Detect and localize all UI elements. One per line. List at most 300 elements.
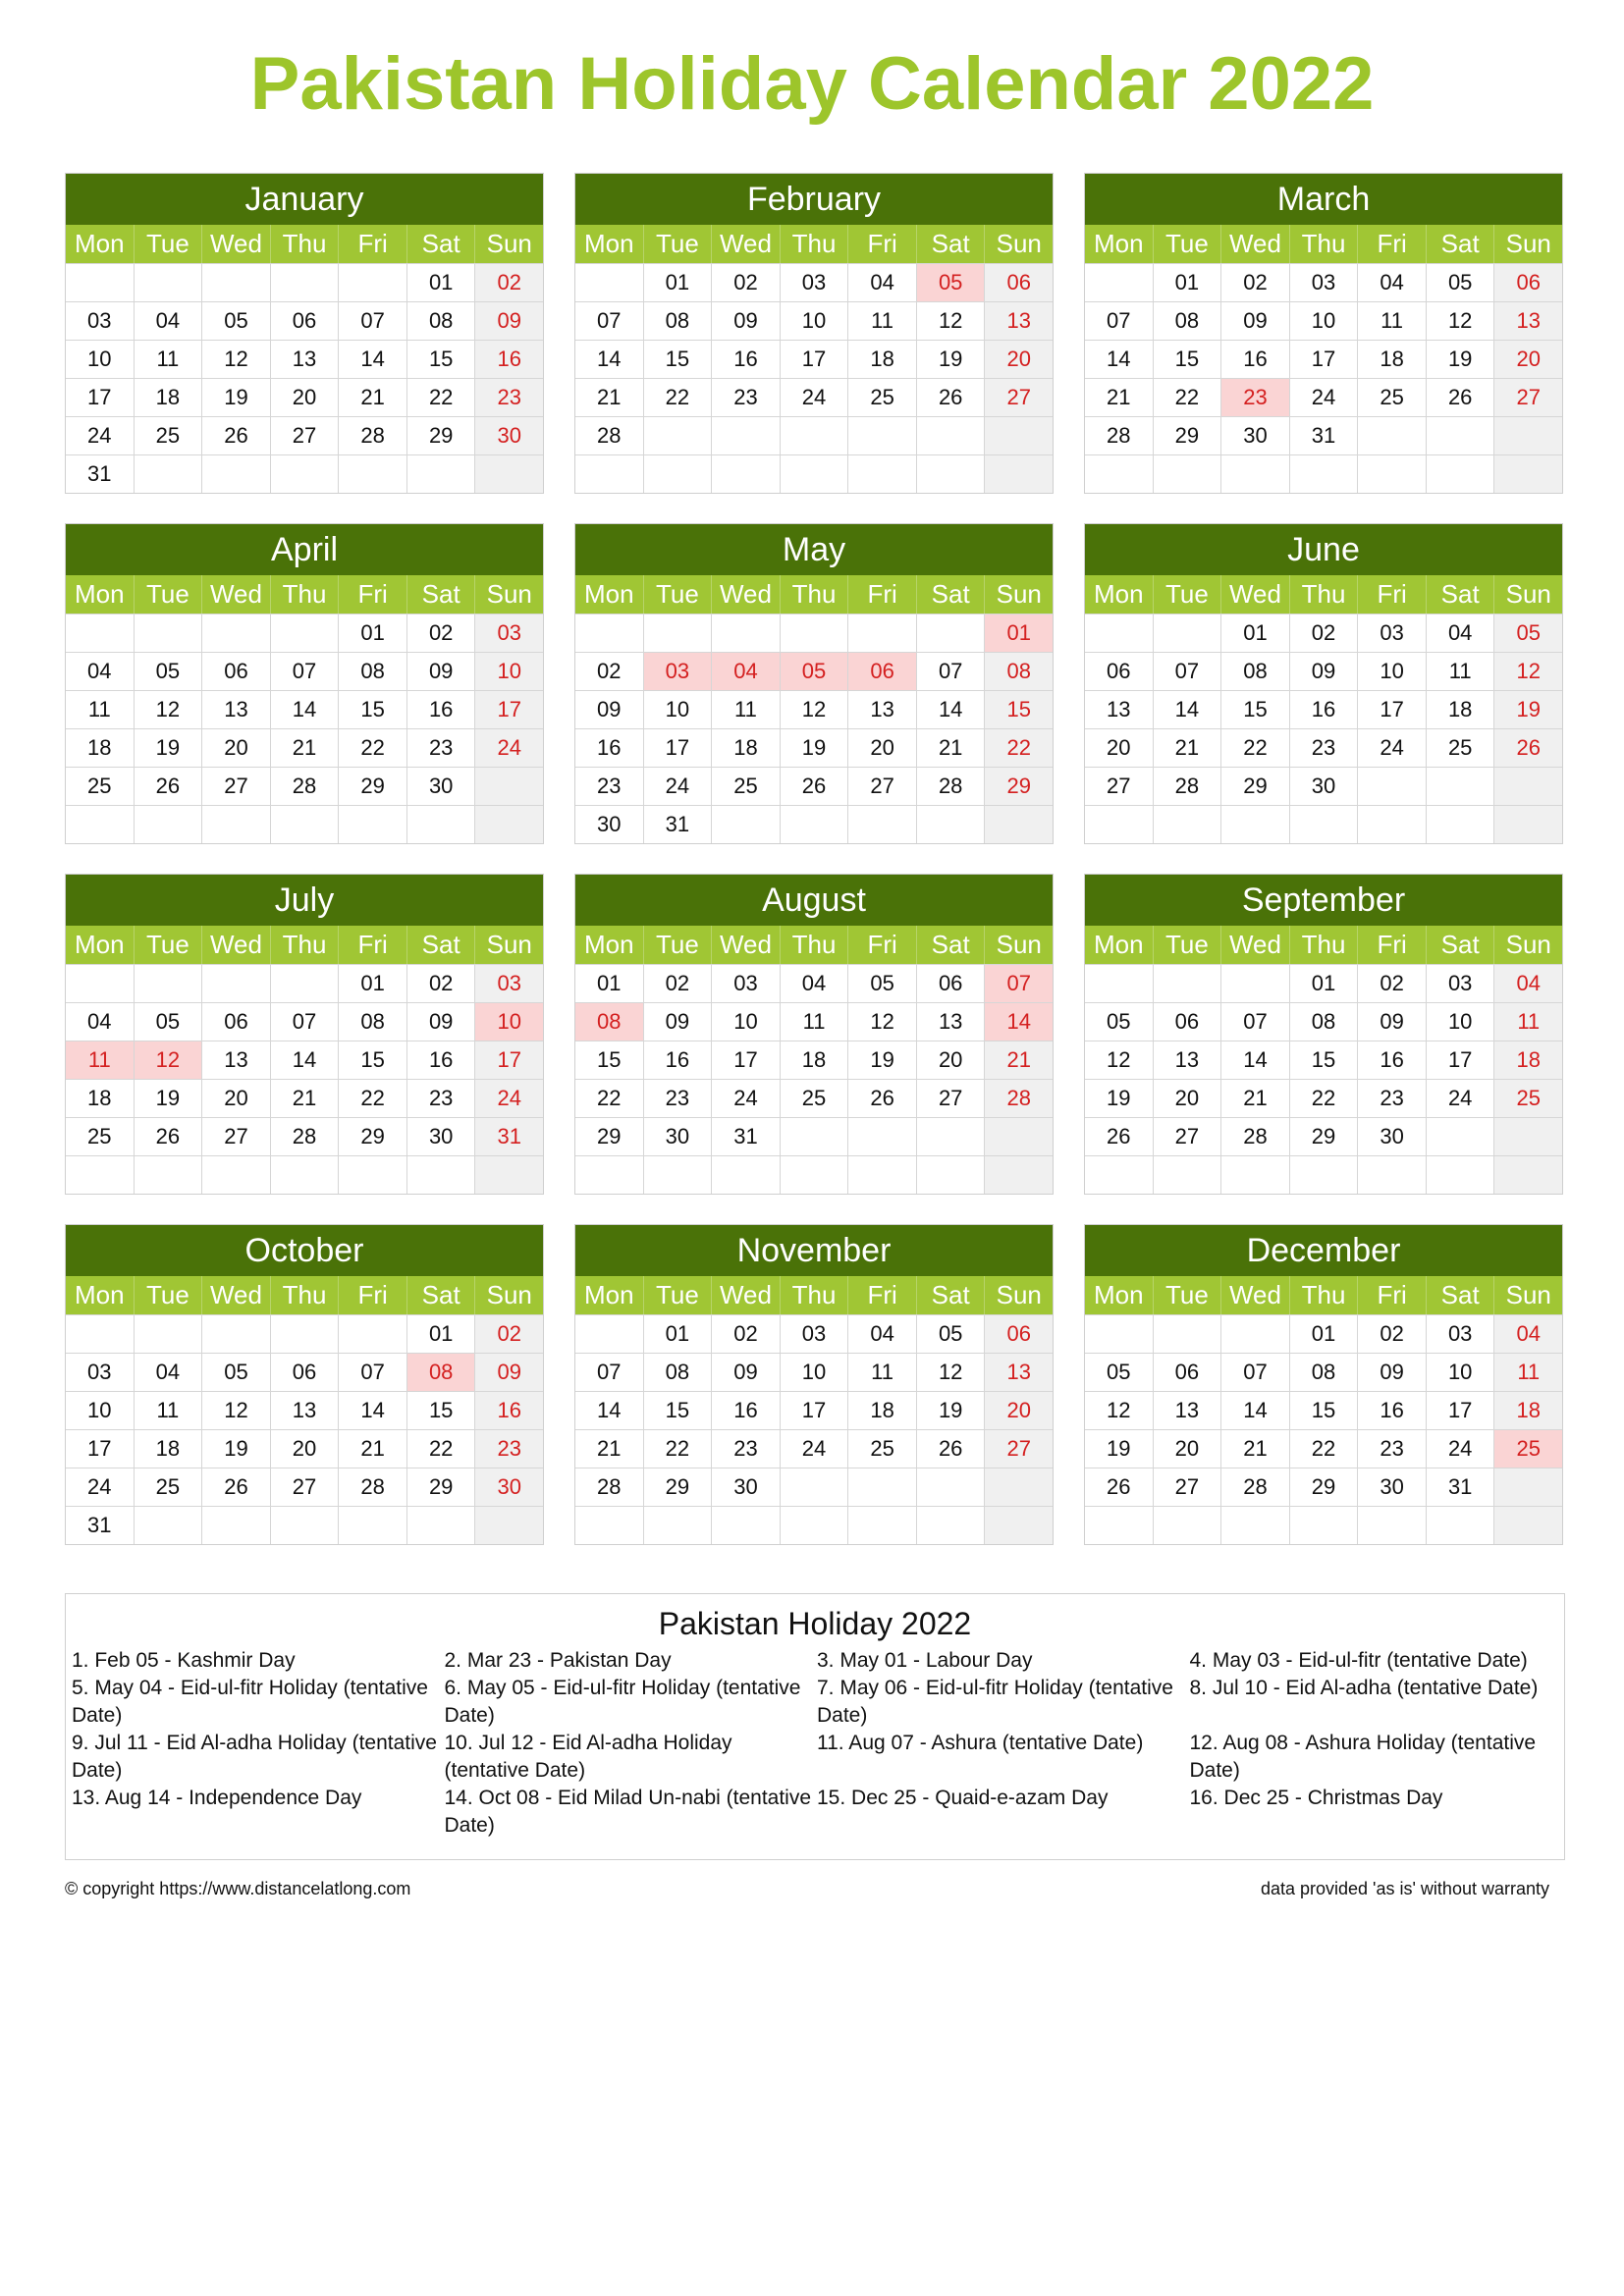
weekday-label: Sun bbox=[486, 579, 532, 609]
week-row bbox=[575, 1391, 1053, 1429]
day-cell: 25 bbox=[1494, 1080, 1562, 1117]
day-cell: 04 bbox=[1494, 965, 1562, 1002]
day-cell: 28 bbox=[271, 1118, 340, 1155]
day-cell: 12 bbox=[848, 1003, 917, 1041]
week-row bbox=[575, 1506, 1053, 1544]
week-row bbox=[575, 378, 1053, 416]
day-cell: 05 bbox=[1494, 614, 1562, 652]
day-cell: 18 bbox=[1494, 1041, 1562, 1079]
day-cell bbox=[575, 1507, 644, 1544]
day-cell: 29 bbox=[1290, 1118, 1359, 1155]
day-cell bbox=[781, 455, 849, 493]
month-name: July bbox=[66, 875, 543, 926]
day-cell: 11 bbox=[848, 1354, 917, 1391]
week-row bbox=[66, 301, 543, 340]
week-row bbox=[1085, 614, 1562, 652]
weekday-header bbox=[1085, 926, 1562, 964]
day-cell bbox=[917, 614, 986, 652]
day-cell: 11 bbox=[1494, 1003, 1562, 1041]
day-cell: 04 bbox=[712, 653, 781, 690]
day-cell bbox=[917, 455, 986, 493]
day-cell bbox=[202, 264, 271, 301]
day-cell bbox=[1290, 455, 1359, 493]
day-cell: 26 bbox=[135, 1118, 203, 1155]
day-cell: 06 bbox=[1085, 653, 1154, 690]
day-cell bbox=[475, 455, 543, 493]
week-row bbox=[575, 1353, 1053, 1391]
day-cell: 26 bbox=[781, 768, 849, 805]
day-cell: 21 bbox=[575, 379, 644, 416]
week-row bbox=[1085, 728, 1562, 767]
day-cell: 09 bbox=[1358, 1003, 1427, 1041]
day-cell bbox=[1154, 965, 1222, 1002]
day-cell: 05 bbox=[135, 1003, 203, 1041]
weekday-label: Wed bbox=[202, 1276, 271, 1314]
week-row bbox=[1085, 690, 1562, 728]
day-cell: 22 bbox=[644, 1430, 713, 1468]
weekday-label: Tue bbox=[1154, 225, 1222, 263]
week-row bbox=[66, 1002, 543, 1041]
disclaimer-text: data provided 'as is' without warranty bbox=[1260, 1879, 1549, 1898]
day-cell: 08 bbox=[1154, 302, 1222, 340]
day-cell bbox=[407, 455, 476, 493]
day-cell: 23 bbox=[712, 1430, 781, 1468]
day-cell: 21 bbox=[575, 1430, 644, 1468]
day-cell bbox=[1221, 455, 1290, 493]
day-cell: 02 bbox=[712, 264, 781, 301]
day-cell: 30 bbox=[575, 806, 644, 843]
week-row bbox=[1085, 1079, 1562, 1117]
holiday-item: 4. May 03 - Eid-ul-fitr (tentative Date) bbox=[1189, 1649, 1528, 1672]
day-cell: 22 bbox=[1290, 1430, 1359, 1468]
week-row bbox=[1085, 454, 1562, 493]
day-cell: 25 bbox=[848, 379, 917, 416]
day-cell: 20 bbox=[985, 341, 1053, 378]
holiday-item: 13. Aug 14 - Independence Day bbox=[72, 1787, 362, 1809]
day-cell bbox=[848, 417, 917, 454]
day-cell: 29 bbox=[339, 1118, 407, 1155]
weekday-label: Thu bbox=[271, 575, 340, 614]
day-cell: 20 bbox=[1494, 341, 1562, 378]
day-cell: 02 bbox=[475, 264, 543, 301]
day-cell bbox=[202, 1315, 271, 1353]
weekday-label: Mon bbox=[66, 926, 135, 964]
day-cell: 25 bbox=[1427, 729, 1495, 767]
day-cell: 12 bbox=[135, 691, 203, 728]
day-cell bbox=[1154, 1156, 1222, 1194]
day-cell: 09 bbox=[712, 1354, 781, 1391]
day-cell: 20 bbox=[1085, 729, 1154, 767]
day-cell: 12 bbox=[135, 1041, 203, 1079]
day-cell bbox=[917, 1118, 986, 1155]
day-cell bbox=[985, 1156, 1053, 1194]
week-row bbox=[66, 454, 543, 493]
day-cell: 06 bbox=[271, 302, 340, 340]
day-cell: 03 bbox=[475, 614, 543, 652]
day-cell: 24 bbox=[66, 1468, 135, 1506]
day-cell: 14 bbox=[339, 341, 407, 378]
day-cell: 30 bbox=[475, 417, 543, 454]
day-cell: 25 bbox=[848, 1430, 917, 1468]
day-cell bbox=[1154, 455, 1222, 493]
day-cell: 10 bbox=[1358, 653, 1427, 690]
day-cell: 06 bbox=[848, 653, 917, 690]
day-cell bbox=[712, 614, 781, 652]
weekday-label: Wed bbox=[1221, 926, 1290, 964]
day-cell bbox=[1358, 1507, 1427, 1544]
day-cell: 25 bbox=[135, 417, 203, 454]
holiday-item: 6. May 05 - Eid-ul-fitr Holiday (tentative Date) bbox=[444, 1677, 801, 1727]
day-cell: 10 bbox=[644, 691, 713, 728]
day-cell: 13 bbox=[202, 691, 271, 728]
day-cell: 31 bbox=[66, 1507, 135, 1544]
weekday-label: Thu bbox=[781, 225, 849, 263]
weekday-label: Sun bbox=[1505, 1280, 1551, 1309]
day-cell bbox=[475, 1156, 543, 1194]
day-cell: 08 bbox=[339, 653, 407, 690]
weekday-label: Wed bbox=[1221, 1276, 1290, 1314]
month-september bbox=[1084, 874, 1563, 1195]
week-row bbox=[1085, 767, 1562, 805]
day-cell bbox=[66, 1156, 135, 1194]
day-cell: 01 bbox=[339, 614, 407, 652]
day-cell bbox=[1427, 806, 1495, 843]
weekday-label: Thu bbox=[271, 926, 340, 964]
day-cell: 28 bbox=[271, 768, 340, 805]
day-cell: 14 bbox=[271, 691, 340, 728]
day-cell: 29 bbox=[407, 417, 476, 454]
day-cell: 29 bbox=[644, 1468, 713, 1506]
day-cell: 16 bbox=[644, 1041, 713, 1079]
week-row bbox=[66, 1429, 543, 1468]
day-cell: 29 bbox=[407, 1468, 476, 1506]
day-cell bbox=[848, 1118, 917, 1155]
week-row bbox=[1085, 1353, 1562, 1391]
day-cell: 02 bbox=[1290, 614, 1359, 652]
day-cell: 08 bbox=[644, 1354, 713, 1391]
weekday-label: Sat bbox=[407, 926, 476, 964]
day-cell bbox=[66, 806, 135, 843]
day-cell: 25 bbox=[1358, 379, 1427, 416]
day-cell: 26 bbox=[1494, 729, 1562, 767]
month-august bbox=[574, 874, 1054, 1195]
day-cell bbox=[271, 965, 340, 1002]
day-cell: 10 bbox=[1427, 1003, 1495, 1041]
day-cell bbox=[339, 806, 407, 843]
day-cell: 02 bbox=[1221, 264, 1290, 301]
day-cell: 10 bbox=[66, 1392, 135, 1429]
day-cell: 07 bbox=[271, 1003, 340, 1041]
weekday-header bbox=[1085, 575, 1562, 614]
day-cell: 18 bbox=[1494, 1392, 1562, 1429]
day-cell bbox=[1427, 768, 1495, 805]
week-row bbox=[66, 1353, 543, 1391]
weekday-header bbox=[575, 1276, 1053, 1314]
day-cell bbox=[1358, 417, 1427, 454]
day-cell bbox=[202, 614, 271, 652]
day-cell: 02 bbox=[475, 1315, 543, 1353]
day-cell: 11 bbox=[712, 691, 781, 728]
week-row bbox=[66, 340, 543, 378]
holiday-item: 7. May 06 - Eid-ul-fitr Holiday (tentative Date) bbox=[817, 1677, 1173, 1727]
day-cell bbox=[985, 806, 1053, 843]
weekday-label: Sat bbox=[1427, 1276, 1495, 1314]
day-cell: 15 bbox=[1221, 691, 1290, 728]
day-cell: 17 bbox=[781, 341, 849, 378]
day-cell bbox=[781, 1468, 849, 1506]
day-cell: 24 bbox=[1290, 379, 1359, 416]
day-cell: 28 bbox=[575, 1468, 644, 1506]
month-name: October bbox=[66, 1225, 543, 1276]
day-cell: 04 bbox=[1427, 614, 1495, 652]
week-row bbox=[575, 1314, 1053, 1353]
day-cell: 28 bbox=[1221, 1118, 1290, 1155]
weekday-label: Fri bbox=[339, 1276, 407, 1314]
month-july bbox=[65, 874, 544, 1195]
day-cell: 16 bbox=[712, 1392, 781, 1429]
day-cell: 01 bbox=[1154, 264, 1222, 301]
day-cell: 08 bbox=[1221, 653, 1290, 690]
day-cell: 20 bbox=[917, 1041, 986, 1079]
day-cell: 17 bbox=[781, 1392, 849, 1429]
day-cell bbox=[1427, 1156, 1495, 1194]
day-cell: 31 bbox=[1427, 1468, 1495, 1506]
day-cell: 21 bbox=[271, 1080, 340, 1117]
weekday-label: Fri bbox=[848, 225, 917, 263]
day-cell: 30 bbox=[1221, 417, 1290, 454]
day-cell: 21 bbox=[1085, 379, 1154, 416]
day-cell: 19 bbox=[917, 1392, 986, 1429]
holiday-list-title: Pakistan Holiday 2022 bbox=[658, 1606, 972, 1641]
week-row bbox=[66, 1117, 543, 1155]
day-cell bbox=[1085, 455, 1154, 493]
weekday-label: Sun bbox=[1505, 579, 1551, 609]
day-cell bbox=[1494, 806, 1562, 843]
day-cell bbox=[917, 806, 986, 843]
weekday-label: Wed bbox=[1221, 575, 1290, 614]
day-cell: 27 bbox=[985, 379, 1053, 416]
day-cell: 25 bbox=[1494, 1430, 1562, 1468]
day-cell: 04 bbox=[848, 264, 917, 301]
weekday-header bbox=[575, 926, 1053, 964]
day-cell: 02 bbox=[712, 1315, 781, 1353]
day-cell bbox=[848, 1156, 917, 1194]
day-cell: 02 bbox=[644, 965, 713, 1002]
day-cell: 08 bbox=[407, 1354, 476, 1391]
day-cell: 28 bbox=[1085, 417, 1154, 454]
day-cell: 06 bbox=[1494, 264, 1562, 301]
day-cell: 12 bbox=[1085, 1041, 1154, 1079]
day-cell: 13 bbox=[985, 302, 1053, 340]
day-cell: 22 bbox=[1154, 379, 1222, 416]
weekday-label: Tue bbox=[135, 575, 203, 614]
day-cell: 11 bbox=[66, 691, 135, 728]
day-cell: 19 bbox=[1494, 691, 1562, 728]
day-cell: 01 bbox=[1221, 614, 1290, 652]
day-cell bbox=[66, 965, 135, 1002]
day-cell: 12 bbox=[917, 302, 986, 340]
day-cell: 24 bbox=[66, 417, 135, 454]
month-name: September bbox=[1085, 875, 1562, 926]
day-cell: 27 bbox=[985, 1430, 1053, 1468]
holiday-item: 11. Aug 07 - Ashura (tentative Date) bbox=[817, 1732, 1144, 1754]
day-cell: 24 bbox=[1358, 729, 1427, 767]
day-cell: 13 bbox=[271, 341, 340, 378]
day-cell: 12 bbox=[202, 1392, 271, 1429]
day-cell: 10 bbox=[781, 302, 849, 340]
day-cell bbox=[407, 1156, 476, 1194]
day-cell: 05 bbox=[202, 1354, 271, 1391]
day-cell bbox=[66, 264, 135, 301]
day-cell: 17 bbox=[1427, 1041, 1495, 1079]
day-cell: 07 bbox=[1221, 1354, 1290, 1391]
day-cell: 09 bbox=[1290, 653, 1359, 690]
day-cell: 23 bbox=[712, 379, 781, 416]
month-name: August bbox=[575, 875, 1053, 926]
day-cell: 23 bbox=[475, 379, 543, 416]
week-row bbox=[575, 1468, 1053, 1506]
weekday-header bbox=[66, 575, 543, 614]
day-cell: 08 bbox=[1290, 1354, 1359, 1391]
day-cell: 04 bbox=[66, 1003, 135, 1041]
day-cell: 20 bbox=[1154, 1430, 1222, 1468]
day-cell: 16 bbox=[575, 729, 644, 767]
day-cell: 23 bbox=[644, 1080, 713, 1117]
day-cell: 03 bbox=[1427, 965, 1495, 1002]
day-cell bbox=[1085, 264, 1154, 301]
holiday-item: 14. Oct 08 - Eid Milad Un-nabi (tentative Date) bbox=[444, 1787, 812, 1837]
week-row bbox=[575, 416, 1053, 454]
day-cell: 07 bbox=[985, 965, 1053, 1002]
day-cell: 23 bbox=[407, 1080, 476, 1117]
day-cell: 23 bbox=[1221, 379, 1290, 416]
day-cell bbox=[1358, 1156, 1427, 1194]
day-cell bbox=[1427, 1507, 1495, 1544]
day-cell bbox=[781, 614, 849, 652]
day-cell: 04 bbox=[66, 653, 135, 690]
weekday-header bbox=[1085, 225, 1562, 263]
day-cell: 17 bbox=[475, 691, 543, 728]
week-row bbox=[66, 263, 543, 301]
day-cell: 15 bbox=[1290, 1041, 1359, 1079]
weekday-label: Thu bbox=[781, 1276, 849, 1314]
day-cell: 09 bbox=[575, 691, 644, 728]
day-cell: 09 bbox=[1221, 302, 1290, 340]
day-cell: 30 bbox=[407, 1118, 476, 1155]
week-row bbox=[1085, 1429, 1562, 1468]
weekday-label: Sun bbox=[996, 930, 1042, 959]
week-row bbox=[66, 690, 543, 728]
day-cell: 06 bbox=[917, 965, 986, 1002]
week-row bbox=[1085, 263, 1562, 301]
day-cell: 27 bbox=[1085, 768, 1154, 805]
day-cell: 05 bbox=[917, 1315, 986, 1353]
day-cell bbox=[848, 806, 917, 843]
day-cell: 18 bbox=[135, 1430, 203, 1468]
day-cell: 28 bbox=[917, 768, 986, 805]
day-cell: 05 bbox=[917, 264, 986, 301]
day-cell bbox=[1494, 1468, 1562, 1506]
day-cell bbox=[1290, 1507, 1359, 1544]
day-cell: 05 bbox=[202, 302, 271, 340]
day-cell bbox=[1358, 806, 1427, 843]
day-cell: 20 bbox=[848, 729, 917, 767]
day-cell: 03 bbox=[1427, 1315, 1495, 1353]
day-cell: 08 bbox=[575, 1003, 644, 1041]
weekday-label: Tue bbox=[1154, 1276, 1222, 1314]
day-cell: 24 bbox=[644, 768, 713, 805]
day-cell: 15 bbox=[644, 1392, 713, 1429]
day-cell: 13 bbox=[271, 1392, 340, 1429]
day-cell: 25 bbox=[781, 1080, 849, 1117]
day-cell: 29 bbox=[1154, 417, 1222, 454]
week-row bbox=[1085, 301, 1562, 340]
weekday-label: Sun bbox=[1505, 229, 1551, 258]
day-cell: 19 bbox=[202, 1430, 271, 1468]
day-cell: 01 bbox=[1290, 1315, 1359, 1353]
day-cell: 21 bbox=[1221, 1080, 1290, 1117]
day-cell bbox=[985, 1118, 1053, 1155]
month-name: May bbox=[575, 524, 1053, 575]
week-row bbox=[1085, 1041, 1562, 1079]
weekday-label: Fri bbox=[1358, 225, 1427, 263]
week-row bbox=[575, 1117, 1053, 1155]
month-october bbox=[65, 1224, 544, 1545]
day-cell: 23 bbox=[1290, 729, 1359, 767]
weekday-header bbox=[66, 225, 543, 263]
weekday-label: Sat bbox=[917, 575, 986, 614]
day-cell bbox=[848, 455, 917, 493]
day-cell: 19 bbox=[1085, 1430, 1154, 1468]
day-cell bbox=[339, 1156, 407, 1194]
day-cell: 26 bbox=[917, 1430, 986, 1468]
weekday-label: Thu bbox=[1290, 1276, 1359, 1314]
day-cell: 13 bbox=[1154, 1392, 1222, 1429]
day-cell: 06 bbox=[202, 653, 271, 690]
day-cell: 22 bbox=[339, 729, 407, 767]
day-cell bbox=[1290, 806, 1359, 843]
holiday-item: 10. Jul 12 - Eid Al-adha Holiday (tentative Date) bbox=[444, 1732, 732, 1782]
day-cell: 10 bbox=[712, 1003, 781, 1041]
day-cell: 06 bbox=[985, 264, 1053, 301]
day-cell: 07 bbox=[917, 653, 986, 690]
day-cell bbox=[66, 614, 135, 652]
day-cell: 16 bbox=[1358, 1041, 1427, 1079]
day-cell: 11 bbox=[1358, 302, 1427, 340]
day-cell: 27 bbox=[1154, 1468, 1222, 1506]
day-cell: 19 bbox=[848, 1041, 917, 1079]
day-cell: 05 bbox=[1085, 1003, 1154, 1041]
day-cell bbox=[339, 455, 407, 493]
weekday-label: Mon bbox=[1085, 575, 1154, 614]
day-cell: 12 bbox=[781, 691, 849, 728]
day-cell: 30 bbox=[712, 1468, 781, 1506]
day-cell: 31 bbox=[1290, 417, 1359, 454]
day-cell: 17 bbox=[1290, 341, 1359, 378]
day-cell: 06 bbox=[271, 1354, 340, 1391]
day-cell: 29 bbox=[1221, 768, 1290, 805]
day-cell bbox=[1085, 1507, 1154, 1544]
weekday-label: Sat bbox=[917, 926, 986, 964]
weekday-label: Fri bbox=[339, 926, 407, 964]
week-row bbox=[1085, 1391, 1562, 1429]
day-cell: 03 bbox=[1290, 264, 1359, 301]
day-cell: 19 bbox=[1427, 341, 1495, 378]
day-cell: 18 bbox=[781, 1041, 849, 1079]
day-cell: 12 bbox=[202, 341, 271, 378]
day-cell: 01 bbox=[575, 965, 644, 1002]
week-row bbox=[66, 1468, 543, 1506]
